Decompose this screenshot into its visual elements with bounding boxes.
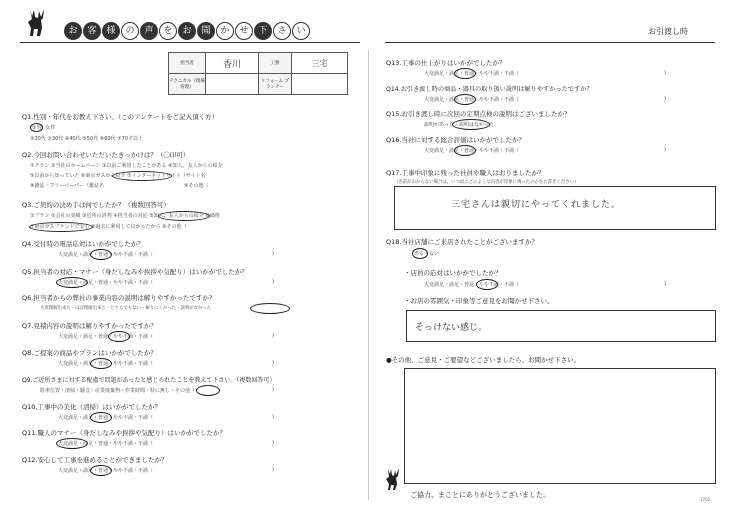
question-11: Q11.職人のマナー（身だしなみや挨拶や気配り）はいかがでしたか？ bbox=[22, 429, 226, 437]
q14-answer-circle bbox=[454, 94, 476, 105]
q17-note: （名前がわからない場合は、いつ頃にどのような内容が印象に残ったのかをお書きください） bbox=[394, 180, 579, 185]
q11-scale: 大変満足・満足・普通・やや不満・不満（ bbox=[58, 441, 154, 447]
q5-answer-circle bbox=[56, 277, 88, 288]
q17-answer-text: 三宅さんは親切にやってくれました。 bbox=[451, 200, 622, 210]
handover-rule bbox=[385, 42, 715, 43]
staff-sales-label: 担当者 bbox=[169, 53, 206, 74]
q4-close-paren: ) bbox=[272, 251, 274, 257]
question-1: Q1.性別・年代をお教え下さい。（このアンケートをご記入頂く方） bbox=[22, 113, 219, 121]
q3-answer-circle bbox=[158, 211, 210, 221]
q2-option-line2: ⑤以前から知っていた ⑥東京ガスから紹介 ⑦インターネットサイト（サイト名 bbox=[30, 173, 206, 179]
staff-construction-value: 三宅 bbox=[292, 53, 348, 74]
staff-reform-value bbox=[292, 74, 348, 95]
page-title bbox=[64, 22, 308, 42]
title-char: 様 bbox=[102, 22, 120, 40]
question-3: Q3.ご契約の決め手は何でしたか？（複数回答可） bbox=[22, 201, 170, 209]
question-7: Q7.見積内容の説明は解りやすかったですか？ bbox=[22, 322, 157, 330]
q9-close-paren: ) bbox=[272, 387, 274, 393]
q18-sub-store: ・お店の雰囲気・印象等ご意見をお聞かせ下さい。 bbox=[404, 297, 554, 305]
q15-answer-circle bbox=[452, 119, 490, 130]
title-char: か bbox=[216, 22, 234, 40]
q1-option-gender bbox=[30, 123, 55, 132]
q18-answer-text: そっけない感じ。 bbox=[415, 323, 488, 333]
q6-answer-circle bbox=[250, 303, 290, 314]
q7-answer-circle bbox=[108, 331, 130, 342]
question-10: Q10.工事中の美化（清掃）はいかがでしたか？ bbox=[22, 403, 161, 411]
q11-answer-circle bbox=[56, 438, 88, 449]
q9-options: 駐車位置・清掃・騒音・産業廃棄物・作業時間・特に無し・その他（ bbox=[40, 388, 196, 394]
staff-tech-value bbox=[206, 74, 259, 95]
q12-answer-circle bbox=[90, 465, 112, 476]
other-comments-box bbox=[404, 368, 716, 484]
question-15: Q15.お引き渡し時に次回の定期点検の説明はございましたか？ bbox=[386, 110, 571, 118]
question-8: Q8.ご提案の商品やプランはいかがでしたか？ bbox=[22, 349, 157, 357]
q18-staff-answer-circle bbox=[476, 279, 498, 290]
q1-answer: ①男 bbox=[32, 125, 42, 131]
title-char: 下 bbox=[254, 22, 272, 40]
q10-answer-circle bbox=[90, 412, 112, 423]
footer-code: 1701 bbox=[700, 497, 711, 502]
title-char: を bbox=[159, 22, 177, 40]
q18-sub-staff: ・店員の応対はいかがでしたか？ bbox=[404, 269, 502, 277]
q18-answer-circle bbox=[412, 248, 428, 259]
q2-option-other: ⑨その他（ bbox=[184, 183, 209, 189]
q18-answer-box bbox=[406, 310, 716, 342]
deer-logo-icon bbox=[22, 6, 52, 40]
q13-answer-circle bbox=[454, 68, 476, 79]
q2-option-line1: ①チラシ ②当社のホームページ ③以前ご利用したことがある ④知人、友人からの紹介 bbox=[30, 163, 223, 169]
handover-label: お引渡し時 bbox=[648, 27, 688, 36]
q8-answer-circle bbox=[90, 358, 112, 369]
q8-close-paren: ) bbox=[272, 360, 274, 366]
staff-table bbox=[168, 52, 348, 95]
title-char: の bbox=[121, 22, 139, 40]
question-9: Q9.ご近所さまに対する配慮で問題があったと感じられたことを教えて下さい。（複数回答可） bbox=[22, 377, 276, 384]
title-char: 声 bbox=[140, 22, 158, 40]
question-2: Q2.今回お問い合わせいただいたきっかけは？（〇印可） bbox=[22, 151, 190, 159]
other-comments-label: ●その他、ご意見・ご要望などございましたら、お聞かせ下さい。 bbox=[386, 356, 581, 364]
title-char: い bbox=[292, 22, 310, 40]
question-12: Q12.安心して工事を進めることができましたか？ bbox=[22, 456, 168, 464]
q16-answer-circle bbox=[454, 145, 476, 156]
q17-answer-box bbox=[394, 186, 716, 230]
question-18: Q18.当社店舗にご来店されたことがございますか？ bbox=[386, 238, 538, 246]
q10-close-paren: ) bbox=[272, 414, 274, 420]
q14-close-paren: ) bbox=[664, 96, 666, 102]
q12-scale: 大変満足・満足・普通・やや不満・不満（ bbox=[58, 468, 154, 474]
question-4: Q4.受付時の電話応対はいかがでしたか？ bbox=[22, 240, 144, 248]
deer-logo-icon bbox=[382, 466, 404, 492]
q13-close-paren: ) bbox=[664, 70, 666, 76]
q14-scale: 大変満足・満足・普通・やや不満・不満（ bbox=[424, 97, 520, 103]
q4-answer-circle bbox=[90, 249, 112, 260]
staff-tech-label: テクニカル（現場管理） bbox=[169, 74, 206, 95]
q7-scale: 大変満足・満足・普通・やや不満・不満（ bbox=[58, 334, 154, 340]
title-char: お bbox=[64, 22, 82, 40]
question-6: Q6.担当者からの弊社の事業内容の説明は解りやすかったですか？ bbox=[22, 294, 216, 302]
question-17: Q17.工事中印象に残った社員や職人はおりましたか？ bbox=[386, 169, 545, 177]
title-char: 客 bbox=[83, 22, 101, 40]
q18-close-paren: ) bbox=[664, 281, 666, 287]
q13-scale: 大変満足・満足・普通・やや不満・不満（ bbox=[424, 71, 520, 77]
q8-scale: 大変満足・満足・普通・やや不満・不満（ bbox=[58, 361, 154, 367]
q11-close-paren: ) bbox=[272, 440, 274, 446]
q16-close-paren: ) bbox=[664, 147, 666, 153]
q16-scale: 大変満足・満足・普通・やや不満・不満（ bbox=[424, 148, 520, 154]
q4-scale: 大変満足・満足・普通・やや不満・不満（ bbox=[58, 252, 154, 258]
staff-sales-value: 香川 bbox=[206, 53, 259, 74]
q10-scale: 大変満足・満足・普通・やや不満・不満（ bbox=[58, 415, 154, 421]
q7-close-paren: ) bbox=[272, 333, 274, 339]
title-char: 聞 bbox=[197, 22, 215, 40]
q2-option-line3: ⑧雑誌・フリーペーパー（雑誌名 bbox=[30, 183, 105, 189]
q15-options: 説明があった・説明はなかった bbox=[424, 122, 494, 128]
q5-close-paren: ) bbox=[272, 279, 274, 285]
question-5: Q5.担当者の対応・マナー（身だしなみや挨拶や気配り）はいかがでしたか？ bbox=[22, 268, 248, 276]
q1-option-female: 女性 bbox=[45, 125, 56, 131]
question-16: Q16.当社に対する総合評価はいかがでしたか？ bbox=[386, 136, 525, 144]
thanks-message: ご協力、まことにありがとうございました。 bbox=[410, 491, 550, 499]
question-13: Q13.工事の仕上がりはいかがでしたか？ bbox=[386, 59, 506, 67]
q9-answer-circle bbox=[196, 385, 220, 396]
title-char: せ bbox=[235, 22, 253, 40]
staff-reform-label: リフォーム プランナー bbox=[259, 74, 292, 95]
q18-staff-scale: 大変満足・満足・普通・やや不満・不満（ bbox=[424, 282, 520, 288]
q3-option-line2: ⑦東京ガスブランドで安心 ⑧過去に利用して良かったから ⑨その他（ bbox=[30, 224, 187, 230]
q5-scale: 大変満足・満足・普通・やや不満・不満（ bbox=[58, 280, 154, 286]
title-char: お bbox=[178, 22, 196, 40]
q6-scale: 大変理解出来た・ほぼ理解出来た・どちらでもない・解りにくかった・説明がなかった bbox=[40, 306, 212, 311]
q18-options: ある・ない bbox=[414, 251, 440, 257]
title-rule bbox=[20, 42, 360, 43]
q3-option-line1: ①プラン ②会社の実績 ③近所の評判 ④担当者の対応 ⑤知人、友人からの紹介 ⑥価格 bbox=[30, 213, 220, 219]
staff-construction-label: 工務 bbox=[259, 53, 292, 74]
q2-answer-circle bbox=[112, 171, 172, 181]
q12-close-paren: ) bbox=[272, 467, 274, 473]
title-char: さ bbox=[273, 22, 291, 40]
q1-option-age: ②20代 ③30代 ④40代 ⑤50代 ⑥60代 ⑦70才以上 bbox=[30, 136, 144, 142]
column-divider bbox=[368, 50, 369, 500]
q3-answer-circle-2 bbox=[29, 222, 93, 232]
question-14: Q14.お引き渡し時の商品・器具の取り扱い説明は解りやすかったですか？ bbox=[386, 86, 593, 93]
